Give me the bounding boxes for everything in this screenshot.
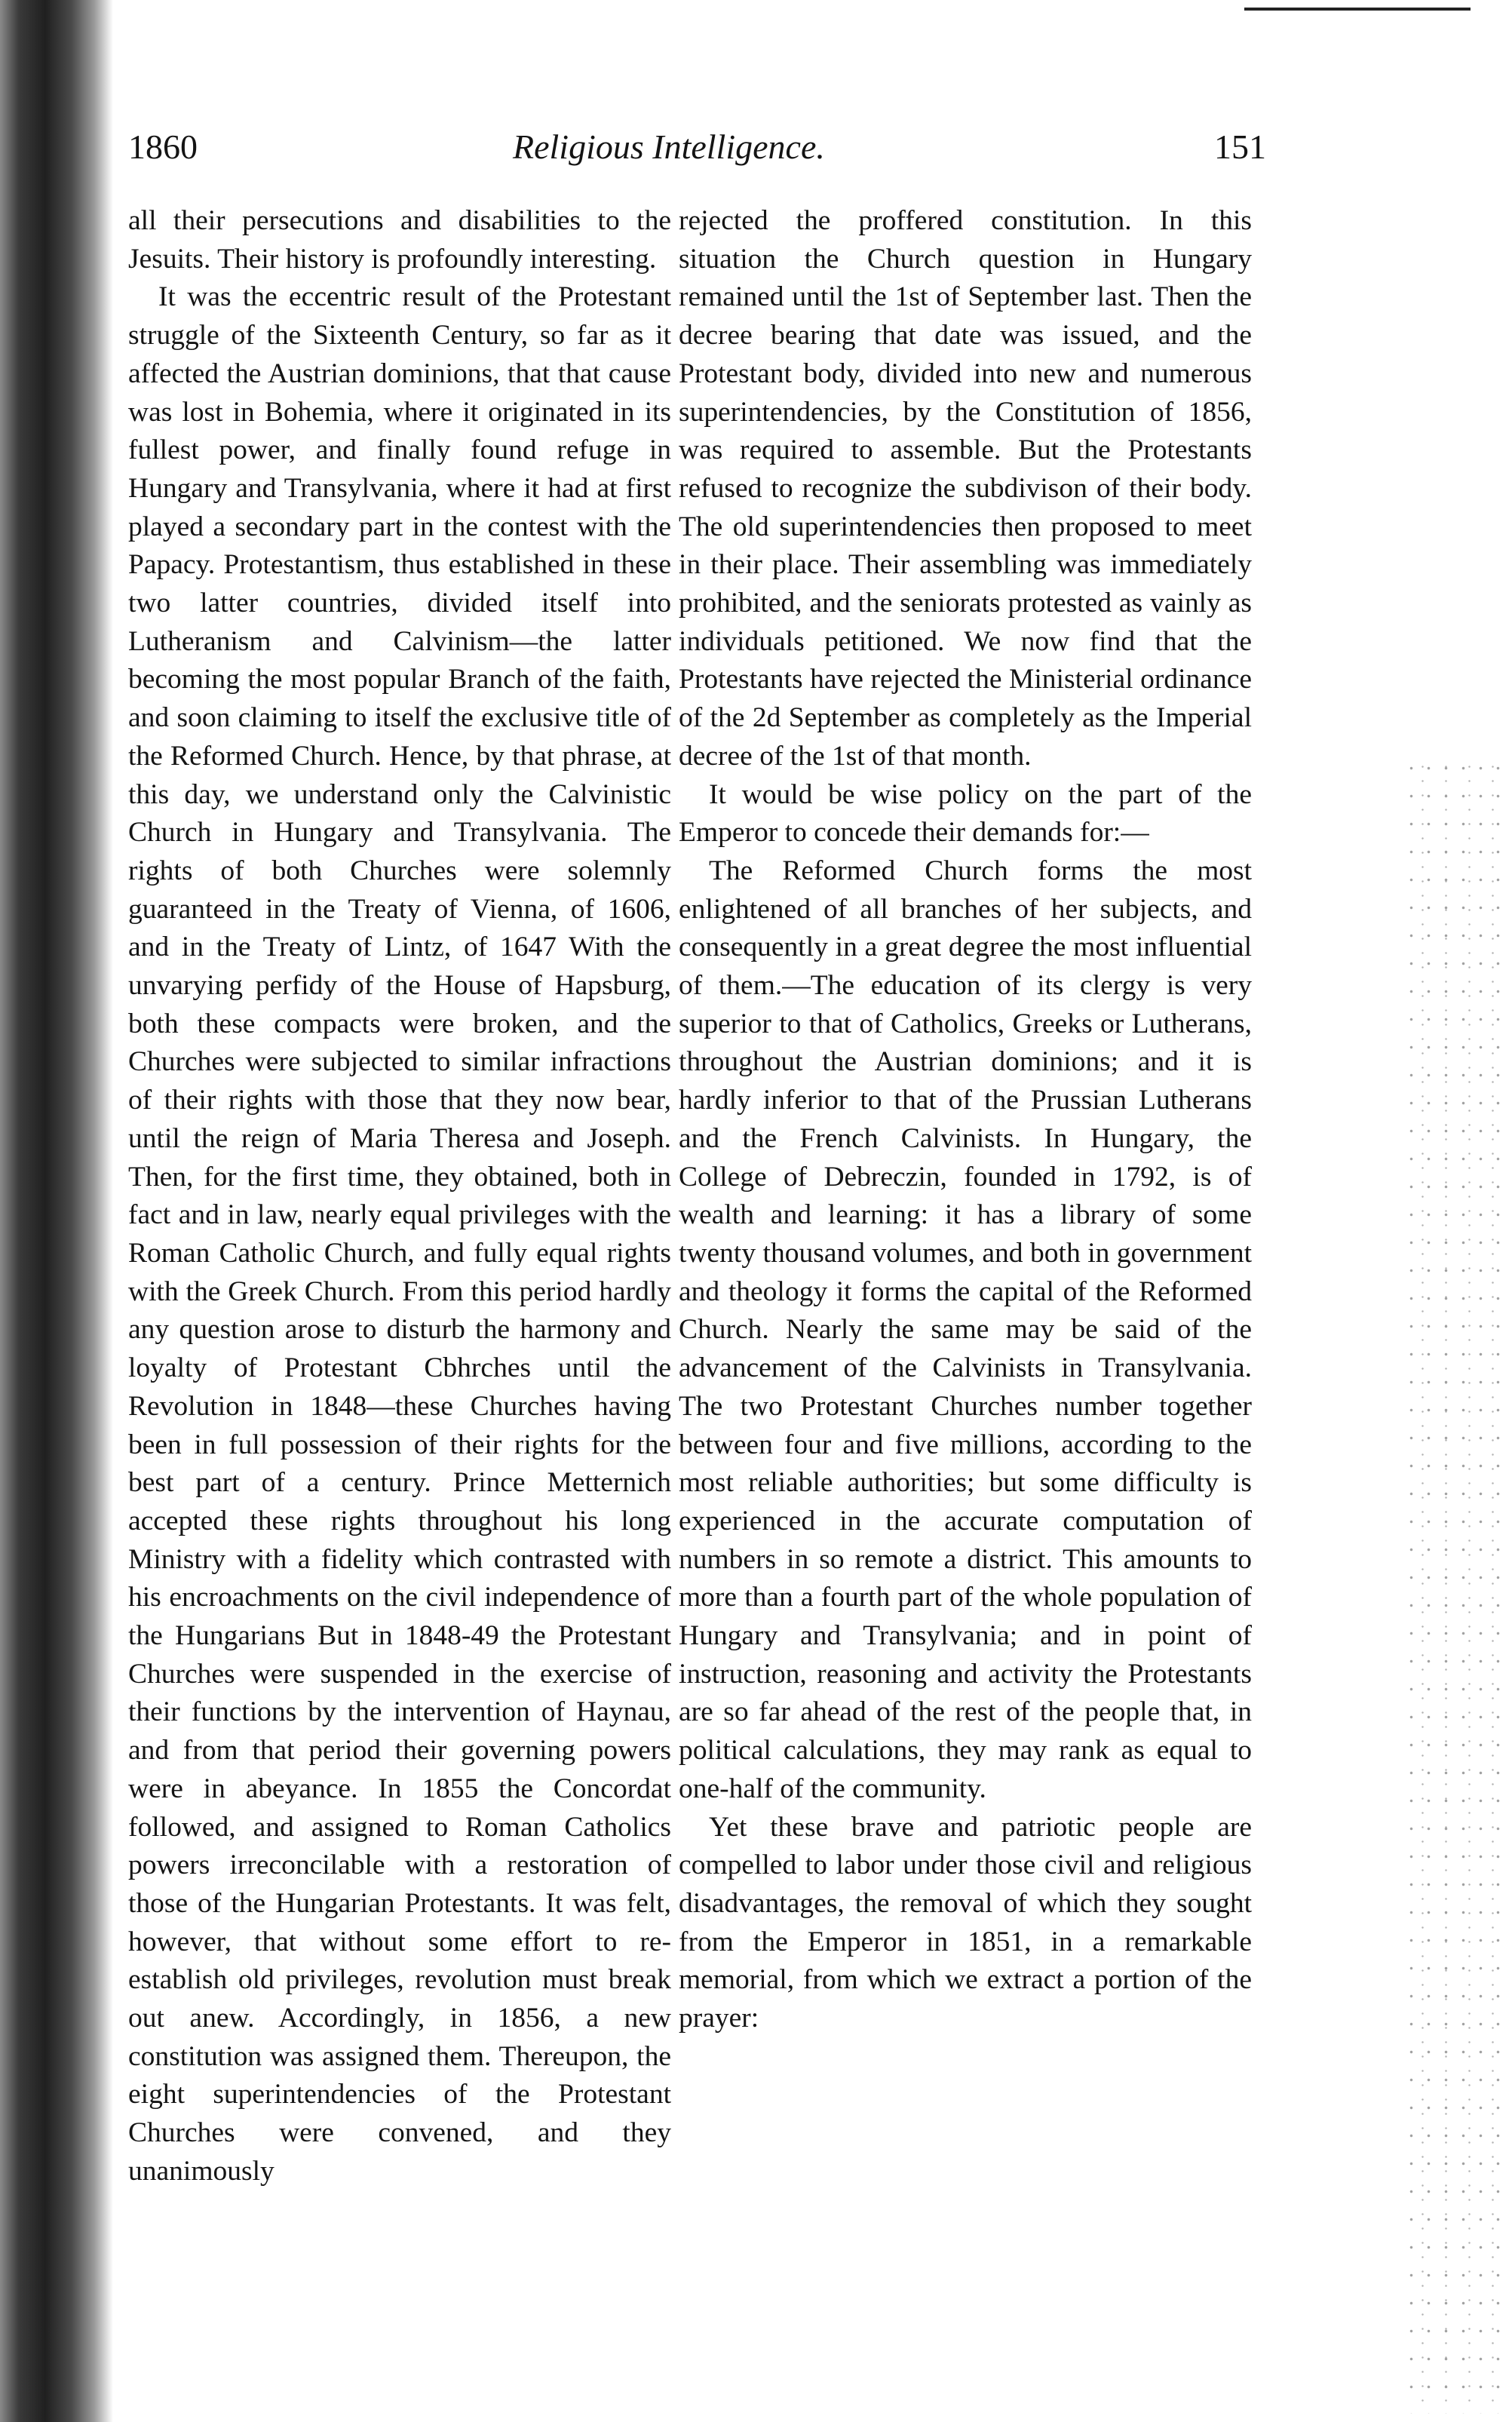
paragraph: rejected the proffered constitution. In this situation the Church question in Hungary remained until the 1st of September last. Then the decree bearing that date was issued, and the Protestant body, divided into new and numerous superintendencies, by the Constitution of 1856, was required to assemble. But the Protestants refused to recognize the subdivison of their body. The old superintendencies then proposed to meet in their place. Their assembling was immediately prohibited, and the seniorats protested as vainly as individuals petitioned. We now find that the Protestants have rejected the Ministerial ordinance of the 2d September as completely as the Imperial decree of the 1st of that month.: [679, 205, 1252, 772]
paragraph: The Reformed Church forms the most enlightened of all branches of her subjects, and consequently in a great degree the most influential of them.—The education of its clergy is very superior to that of Catholics, Greeks or Lutherans, throughout the Austrian dominions; and it is hardly inferior to that of the Prussian Lutherans and the French Calvinists. In Hungary, the College of Debreczin, founded in 1792, is of wealth and learning: it has a library of some twenty thousand volumes, and both in government and theology it forms the capital of the Reformed Church. Nearly the same may be said of the advancement of the Calvinists in Transylvania. The two Protestant Churches number together between four and five millions, according to the most reliable authorities; but some difficulty is experienced in the accurate computation of numbers in so remote a district. This amounts to more than a fourth part of the whole population of Hungary and Transylvania; and in point of instruction, reasoning and activity the Protestants are so far ahead of the rest of the people that, in political calculations, they may rank as equal to one-half of the community.: [679, 855, 1252, 1804]
header-year: 1860: [128, 127, 198, 166]
header-title: Religious Intelligence.: [513, 127, 825, 166]
running-header: [128, 127, 1266, 180]
page-number: 151: [1214, 127, 1266, 166]
right-column: [679, 202, 1252, 2038]
paragraph: It was the eccentric result of the Protestant struggle of the Sixteenth Century, so far as it affected the Austrian dominions, that that cause was lost in Bohemia, where it originated in its fullest power, and finally found refuge in Hungary and Transylvania, where it had at first played a secondary part in the contest with the Papacy. Protestantism, thus established in these two latter countries, divided itself into Lutheranism and Calvinism—the latter becoming the most popular Branch of the faith, and soon claiming to itself the exclusive title of the Reformed Church. Hence, by that phrase, at this day, we understand only the Calvinistic Church in Hungary and Transylvania. The rights of both Churches were solemnly guaranteed in the Treaty of Vienna, of 1606, and in the Treaty of Lintz, of 1647 With the unvarying perfidy of the House of Hapsburg, both these compacts were broken, and the Churches were subjected to similar infractions of their rights with those that they now bear, until the reign of Maria Theresa and Joseph. Then, for the first time, they obtained, both in fact and in law, nearly equal privileges with the Roman Catholic Church, and fully equal rights with the Greek Church. From this period hardly any question arose to disturb the harmony and loyalty of Protestant Cbhrches until the Revolution in 1848—these Churches having been in full possession of their rights for the best part of a century. Prince Metternich accepted these rights throughout his long Ministry with a fidelity which contrasted with his encroachments on the civil independence of the Hungarians But in 1848-49 the Protestant Churches were suspended in the exercise of their functions by the intervention of Haynau, and from that period their governing powers were in abeyance. In 1855 the Concordat followed, and assigned to Roman Catholics powers irreconcilable with a restoration of those of the Hungarian Protestants. It was felt, however, that without some effort to re-establish old privileges, revolution must break out anew. Accordingly, in 1856, a new constitution was assigned them. Thereupon, the eight superintendencies of the Protestant Churches were convened, and they unanimously: [128, 281, 671, 2187]
binding-shadow: [0, 0, 113, 2422]
left-column: [128, 202, 671, 2191]
paragraph: It would be wise policy on the part of the Emperor to concede their demands for:—: [679, 778, 1252, 849]
margin-speckle: [1403, 754, 1508, 2414]
top-rule: [1244, 8, 1471, 11]
paragraph: Yet these brave and patriotic people are compelled to labor under those civil and religious disadvantages, the removal of which they sought from the Emperor in 1851, in a remarkable memorial, from which we extract a portion of the prayer:: [679, 1811, 1252, 2034]
paragraph: all their persecutions and disabilities to the Jesuits. Their history is profoundly interesting.: [128, 205, 671, 275]
